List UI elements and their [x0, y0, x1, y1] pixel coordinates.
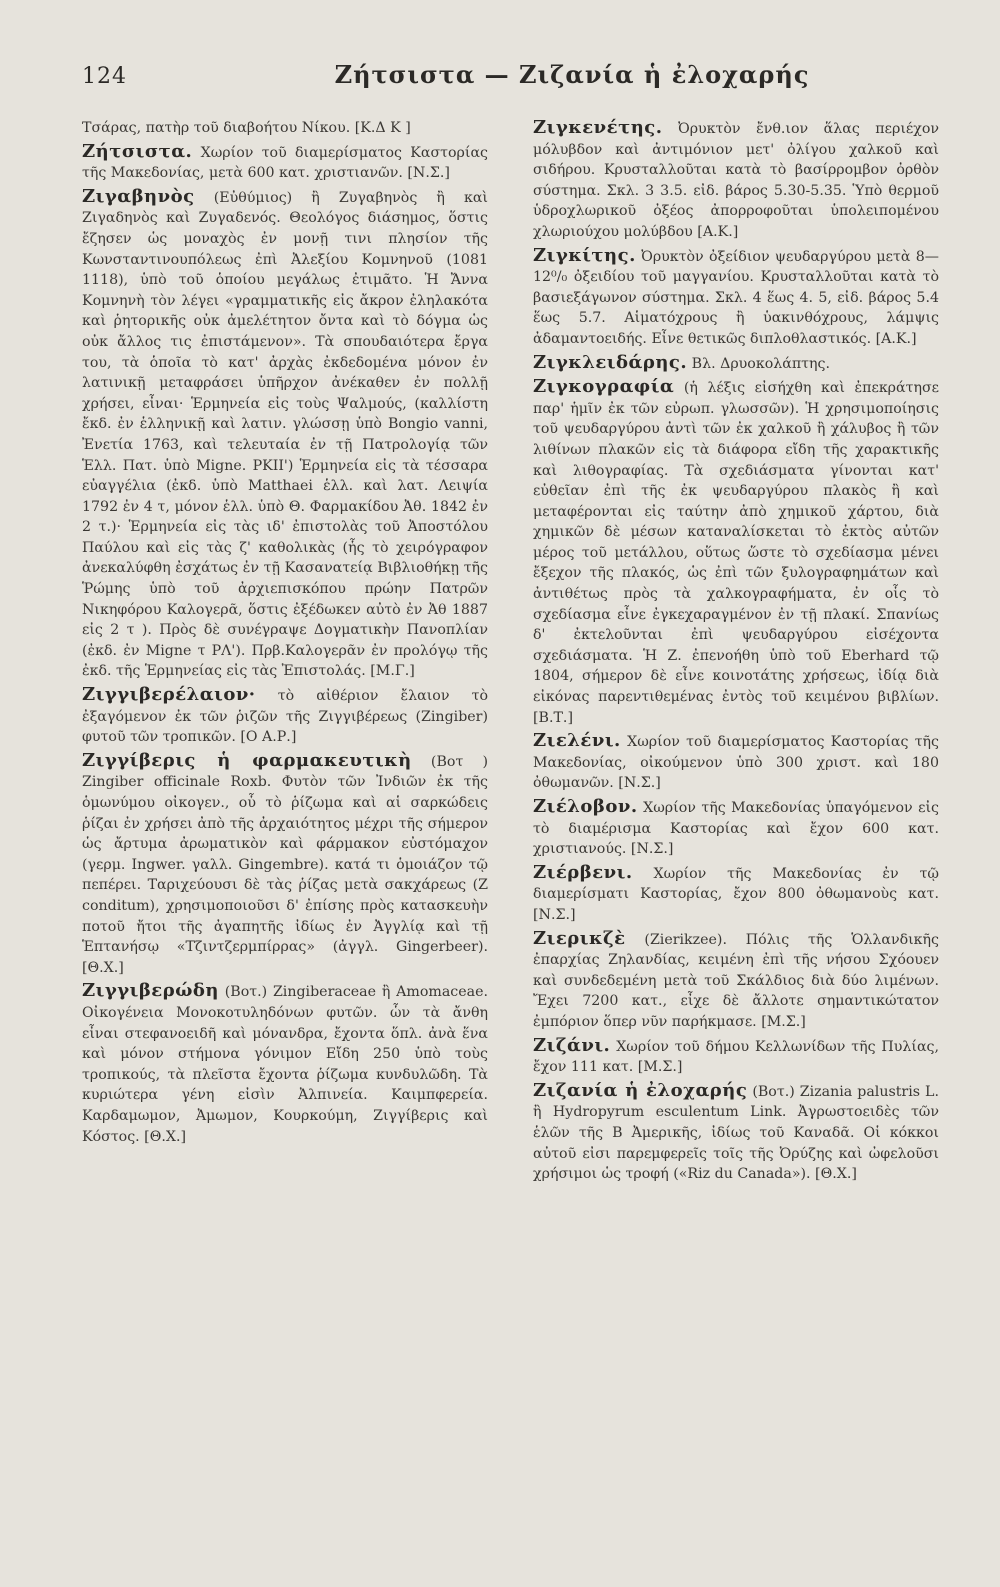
entry-headword: Ζιγκογραφία	[533, 376, 675, 398]
entry-text: Χωρίον τοῦ δήμου Κελλωνίδων τῆς Πυλίας, ἔχον 111 κατ. [Μ.Σ.]	[533, 1038, 939, 1076]
entry-headword: Ζιερικζὲ	[533, 927, 626, 949]
entry-text: τὸ αἰθέριον ἔλαιον τὸ ἐξαγόμενον ἐκ τῶν ῥιζῶν τῆς Ζιγγιβέρεως (Zingiber) φυτοῦ τῶν τροπικῶν. [Ο Α.Ρ.]	[82, 688, 488, 746]
entry-text: (Βοτ ) Zingiber officinale Roxb. Φυτὸν τῶν Ἰνδιῶν ἐκ τῆς ὁμωνύμου οἰκογεν., οὗ τὸ ῥίζωμα καὶ αἱ σαρκώδεις ῥίζαι ἐν χρήσει ἀπὸ τῆς ἀρχαιότητος μέχρι τῆς σήμερον ὡς ἄρτυμα ἀρωματικὸν καὶ φάρμακον εὐστόμαχον (γερμ. Ingwer. γαλλ. Gingembre). κατά τι ὁμοιάζον τῷ πεπέρει. Ταριχεύουσι δὲ τὰς ῥίζας μετὰ σακχάρεως (Z conditum), χρησιμοποιοῦσι δ' ἐπίσης πρὸς κατασκευὴν ποτοῦ ἤτοι τῆς ἀγαπητῆς ἰδίως ἐν Ἀγγλίᾳ καὶ τῇ Ἑπτανήσῳ «Τζιντζερμπίρρας» (ἀγγλ. Gingerbeer). [Θ.Χ.]	[82, 753, 488, 976]
entry-text: (Βοτ.) Zizania palustris L. ἢ Hydropyrum esculentum Link. Ἀγρωστοειδὲς τῶν ἑλῶν τῆς Β Ἀμερικῆς, ἰδίως τοῦ Καναδᾶ. Οἱ κόκκοι αὐτοῦ εἰσι παρεμφερεῖς τοῖς τῆς Ὀρύζης καὶ ὠφελοῦσι χρήσιμοι ὡς τροφή («Riz du Canada»). [Θ.Χ.]	[533, 1083, 939, 1183]
dictionary-entry	[533, 1081, 939, 1185]
left-column	[82, 118, 488, 1558]
entry-headword: Ζιγκενέτης.	[533, 118, 663, 138]
dictionary-entry	[82, 685, 488, 748]
entry-text: Χωρίον τοῦ διαμερίσματος Καστορίας τῆς Μακεδονίας, μετὰ 600 κατ. χριστιανῶν. [Ν.Σ.]	[82, 144, 488, 182]
entry-headword: Ζιγκίτης.	[533, 244, 636, 266]
page-title: Ζήτσιστα — Ζιζανία ἡ ἐλοχαρής	[334, 60, 810, 89]
dictionary-entry	[533, 797, 939, 860]
entry-text: Χωρίον τοῦ διαμερίσματος Καστορίας τῆς Μακεδονίας, οἰκούμενον ὑπὸ 300 χριστ. καὶ 180 ὀθωμανῶν. [Ν.Σ.]	[533, 734, 939, 792]
entry-text: Τσάρας, πατὴρ τοῦ διαβοήτου Νίκου. [Κ.Δ Κ ]	[82, 120, 411, 136]
dictionary-entry	[533, 353, 939, 375]
dictionary-entry	[82, 187, 488, 682]
dictionary-entry	[533, 118, 939, 243]
entry-headword: Ζιζάνι.	[533, 1034, 611, 1056]
entry-text: Χωρίον τῆς Μακεδονίας ἐν τῷ διαμερίσματι Καστορίας, ἔχον 800 ὀθωμανοὺς κατ. [Ν.Σ.]	[533, 865, 939, 923]
entry-headword: Ζιέρβενι.	[533, 861, 633, 883]
entry-text: (ἡ λέξις εἰσήχθη καὶ ἐπεκράτησε παρ' ἡμῖν ἐκ τῶν εὐρωπ. γλωσσῶν). Ἡ χρησιμοποίησις τοῦ ψευδαργύρου ἀντὶ τῶν ἐκ χαλκοῦ ἢ χάλυβος ἢ τῶν λιθίνων πλακῶν εἰς τὰ διάφορα εἴδη τῆς χαρακτικῆς καὶ λιθογραφίας. Τὰ σχεδιάσματα γίνονται κατ' εὐθεῖαν ἐπὶ τῆς ἐκ ψευδαργύρου πλακὸς ἢ καὶ μεταφέρονται εἰς ταύτην ἀπὸ χημικοῦ χάρτου, διὰ χημικῶν δὲ μέσων καταναλίσκεται τὸ ἐκτὸς αὐτῶν μέρος τοῦ μετάλλου, οὕτως ὥστε τὸ σχεδίασμα μένει ἔξεχον τῆς πλακός, ὡς ἐπὶ τῶν ξυλογραφημάτων καὶ ἀντιθέτως πρὸς τὰ χαλκογραφήματα, ἐν οἷς τὸ σχεδίασμα εἶνε ἐγκεχαραγμένον ἐν τῇ πλακί. Σπανίως δ' ἐκτελοῦνται ἐπὶ ψευδαργύρου εἰσέχοντα σχεδιάσματα. Ἡ Ζ. ἐπενοήθη ὑπὸ τοῦ Eberhard τῷ 1804, σήμερον δὲ εἶνε κοινοτάτης χρήσεως, ἰδίᾳ διὰ εἰκόνας παρεντιθεμένας ἐντὸς τοῦ κειμένου βιβλίων. [Β.Τ.]	[533, 380, 939, 726]
entry-text: Ὀρυκτὸν ἔνθ.ιον ἅλας περιέχον μόλυβδον καὶ ἀντιμόνιον μετ' ὀλίγου χαλκοῦ καὶ σιδήρου. Κρυσταλλοῦται κατὰ τὸ βασίρρομβον ὀρθὸν σύστημα. Σκλ. 3 3.5. εἰδ. βάρος 5.30-5.35. Ὑπὸ θερμοῦ ὑδροχλωρικοῦ ὀξέος ἀπορροφοῦται ὑπολειπομένου χλωριούχου μολύβδου [Α.Κ.]	[533, 121, 939, 240]
dictionary-entry	[533, 731, 939, 794]
entry-headword: Ζιγγιβερέλαιον·	[82, 684, 256, 706]
running-head	[82, 58, 922, 98]
entry-text: Ὀρυκτὸν ὀξείδιον ψευδαργύρου μετὰ 8—12⁰/₀ ὀξειδίου τοῦ μαγγανίου. Κρυσταλλοῦται κατὰ τὸ βασιεξάγωνον σύστημα. Σκλ. 4 ἕως 4. 5, εἰδ. βάρος 5.4 ἕως 5.7. Αἱματόχρους ἢ ὑακινθόχρους, λάμψις ἀδαμαντοειδής. Εἶνε θετικῶς διπλοθλαστικός. [Α.Κ.]	[533, 248, 939, 347]
page-number: 124	[82, 64, 127, 89]
entry-text: (Zierikzee). Πόλις τῆς Ὁλλανδικῆς ἐπαρχίας Ζηλανδίας, κειμένη ἐπὶ τῆς νήσου Σχόουεν καὶ συνδεδεμένη μετὰ τοῦ Σκάλδιος διὰ δύο λιμένων. Ἔχει 7200 κατ., εἶχε δὲ ἄλλοτε σημαντικώτατον ἐμπόριον ὅπερ νῦν παρήκμασε. [Μ.Σ.]	[533, 931, 939, 1030]
entry-headword: Ζιγκλειδάρης.	[533, 351, 688, 373]
dictionary-entry	[82, 751, 488, 979]
right-column	[533, 118, 939, 1558]
entry-headword: Ζιγαβηνὸς	[82, 185, 195, 207]
dictionary-entry	[533, 377, 939, 728]
entry-text: Βλ. Δρυοκολάπτης.	[687, 355, 830, 372]
dictionary-entry	[533, 1036, 939, 1078]
entry-headword: Ζιζανία ἡ ἐλοχαρής	[533, 1079, 748, 1101]
entry-text: Χωρίον τῆς Μακεδονίας ὑπαγόμενον εἰς τὸ διαμέρισμα Καστορίας καὶ ἔχον 600 κατ. χριστιανούς. [Ν.Σ.]	[533, 800, 939, 858]
dictionary-entry	[82, 142, 488, 184]
entry-headword: Ζιγγίβερις ἡ φαρμακευτικὴ	[82, 749, 412, 771]
entry-headword: Ζιελένι.	[533, 730, 621, 752]
dictionary-entry	[533, 863, 939, 926]
entry-headword: Ζήτσιστα.	[82, 140, 193, 162]
entry-headword: Ζιέλοβον.	[533, 796, 638, 817]
entry-headword: Ζιγγιβερώδη	[82, 980, 219, 1002]
entry-text: (Βοτ.) Zingiberaceae ἢ Amomaceae. Οἰκογένεια Μονοκοτυληδόνων φυτῶν. ὧν τὰ ἄνθη εἶναι στεφανοειδῆ καὶ μόνανδρα, ἔχοντα ὅπλ. ἀνὰ ἕνα καὶ μόνον στήμονα γόνιμον Εἴδη 250 ὑπὸ τοὺς τροπικούς, τὰ πλεῖστα ἔχοντα ῥίζωμα κυνδυλῶδη. Τὰ κυριώτερα γένη εἰσὶν Ἀλπινεία. Καιμπφερεία. Καρδαμωμον, Ἀμωμον, Κουρκούμη, Ζιγγίβερις καὶ Κόστος. [Θ.Χ.]	[82, 984, 488, 1145]
dictionary-entry	[533, 246, 939, 350]
entry-text: (Εὐθύμιος) ἢ Ζυγαβηνὸς ἢ καὶ Ζιγαδηνὸς καὶ Ζυγαδενός. Θεολόγος διάσημος, ὅστις ἔζησεν ὡς μοναχὸς ἐν μονῇ τινι πλησίον τῆς Κωνσταντινουπόλεως ἐπὶ Ἀλεξίου Κομνηνοῦ (1081 1118), ὑπὸ τοῦ ὁποίου μεγάλως ἐτιμᾶτο. Ἡ Ἄννα Κομνηνὴ τὸν λέγει «γραμματικῆς εἰς ἄκρον ἐληλακότα καὶ ῥητορικῆς οὐκ ἀμελέτητον ὄντα καὶ τὸ δόγμα ὡς οὐκ ἄλλος τις ἐπιστάμενον». Τὰ σπουδαιότερα ἔργα του, τὰ ὁποῖα τὸ κατ' ἀρχὰς ἐκδεδομένα μόνον ἐν λατινικῇ μεταφράσει ὑπῆρχον ἀνέκαθεν ἐν πολλῇ χρήσει, εἶναι· Ἑρμηνεία εἰς τοὺς Ψαλμούς, (καλλίστη ἔκδ. ἐν ἑλληνικῇ καὶ λατιν. γλώσσῃ ὑπὸ Bongio vanni, Ἐνετία 1763, καὶ τελευταία ἐν τῇ Πατρολογίᾳ τῶν Ἑλλ. Πατ. ὑπὸ Migne. PKII') Ἑρμηνεία εἰς τὰ τέσσαρα εὐαγγέλια (ἐκδ. ὑπὸ Matthaei ἑλλ. καὶ λατ. Λειψία 1792 ἐν 4 τ, μόνον ἑλλ. ὑπὸ Θ. Φαρμακίδου Ἀθ. 1842 ἐν 2 τ.)· Ἑρμηνεία εἰς τὰς ιδ' ἐπιστολὰς τοῦ Ἀποστόλου Παύλου καὶ εἰς τὰς ζ' καθολικὰς (ἧς τὸ χειρόγραφον ἀνεκαλύφθη ἐσχάτως ἐν τῇ Κασανατείᾳ Βιβλιοθήκῃ τῆς Ῥώμης ὑπὸ τοῦ ἀρχιεπισκόπου πρώην Πατρῶν Νικηφόρου Καλογερᾶ, ὅστις ἐξέδωκεν αὐτὸ ἐν Ἀθ 1887 εἰς 2 τ ). Πρὸς δὲ συνέγραψε Δογματικὴν Πανοπλίαν (ἐκδ. ἐν Migne τ ΡΛ'). Πρβ.Καλογερᾶν ἐν προλόγῳ τῆς ἐκδ. τῆς Ἑρμηνείας εἰς τὰς Ἐπιστολάς. [Μ.Γ.]	[82, 189, 488, 680]
dictionary-entry	[82, 981, 488, 1147]
dictionary-entry	[533, 929, 939, 1033]
dictionary-entry	[82, 118, 488, 139]
